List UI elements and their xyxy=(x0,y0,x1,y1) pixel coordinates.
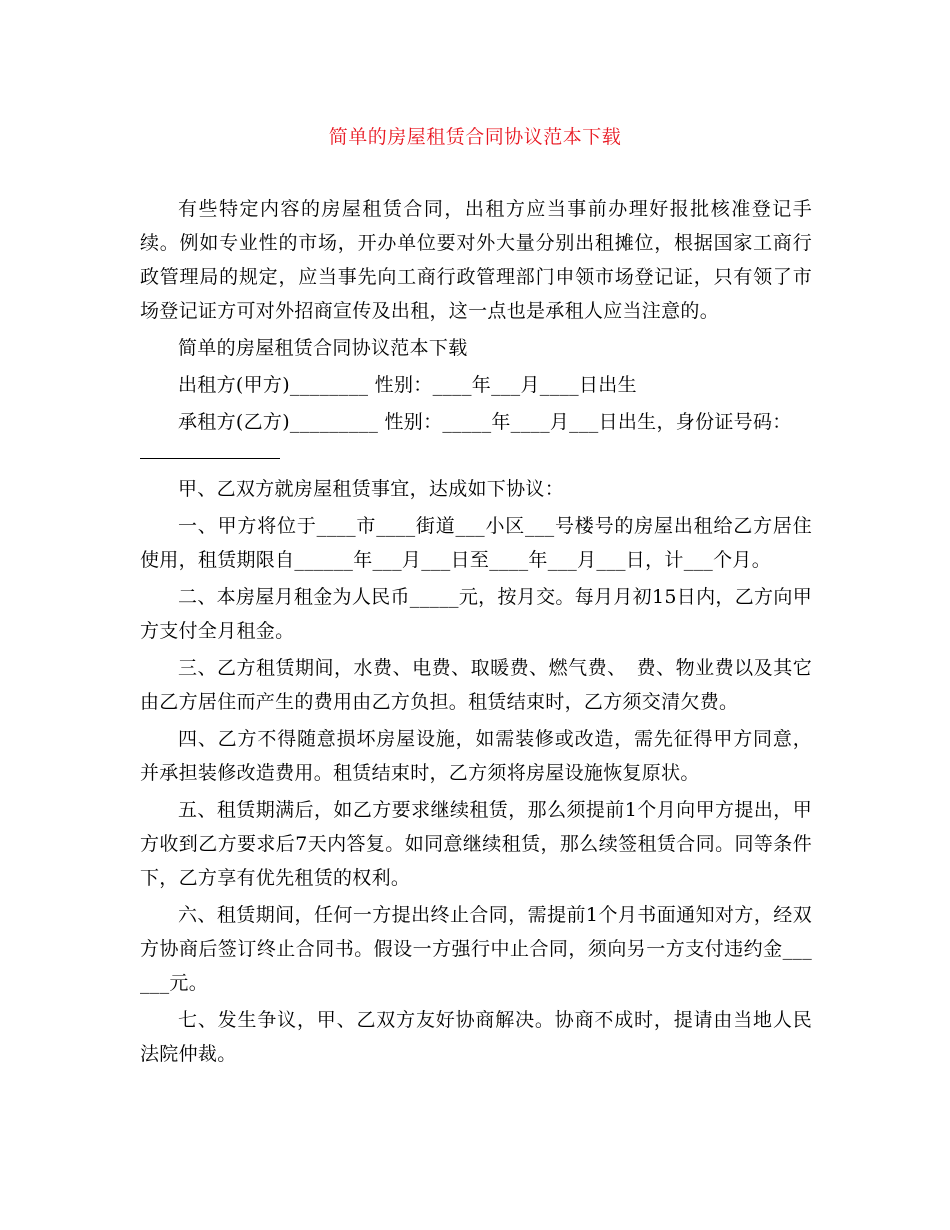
clause-7: 七、发生争议，甲、乙双方友好协商解决。协商不成时，提请由当地人民法院仲裁。 xyxy=(140,1009,812,1065)
clause-6: 六、租赁期间，任何一方提出终止合同，需提前1个月书面通知对方，经双方协商后签订终止合同书。假设一方强行中止合同，须向另一方支付违约金______元。 xyxy=(140,904,812,994)
clause-4: 四、乙方不得随意损坏房屋设施，如需装修或改造，需先征得甲方同意，并承担装修改造费用。租赁结束时，乙方须将房屋设施恢复原状。 xyxy=(140,728,812,784)
lessee-line: 承租方(乙方)_________ 性别：_____年____月___日出生，身份证号码： xyxy=(178,411,792,433)
agreement-intro: 甲、乙双方就房屋租赁事宜，达成如下协议： xyxy=(178,478,565,500)
clause-5: 五、租赁期满后，如乙方要求继续租赁，那么须提前1个月向甲方提出，甲方收到乙方要求后7天内答复。如同意继续租赁，那么续签租赁合同。同等条件下，乙方享有优先租赁的权利。 xyxy=(140,799,812,889)
document-body xyxy=(140,192,812,1071)
clause-3: 三、乙方租赁期间，水费、电费、取暖费、燃气费、 费、物业费以及其它由乙方居住而产生的费用由乙方负担。租赁结束时，乙方须交清欠费。 xyxy=(140,657,812,713)
clause-1: 一、甲方将位于____市____街道___小区___号楼号的房屋出租给乙方居住使用，租赁期限自______年___月___日至____年___月___日，计___个月。 xyxy=(140,515,812,571)
subtitle-line: 简单的房屋租赁合同协议范本下载 xyxy=(178,337,468,359)
lessor-line: 出租方(甲方)________ 性别：____年___月____日出生 xyxy=(178,374,637,396)
id-number-blank-line xyxy=(140,458,280,459)
intro-paragraph: 有些特定内容的房屋租赁合同，出租方应当事前办理好报批核准登记手续。例如专业性的市场，开办单位要对外大量分别出租摊位，根据国家工商行政管理局的规定，应当事先向工商行政管理部门申领市场登记证，只有领了市场登记证方可对外招商宣传及出租，这一点也是承租人应当注意的。 xyxy=(140,198,812,322)
document-title: 简单的房屋租赁合同协议范本下载 xyxy=(328,126,622,148)
clause-2: 二、本房屋月租金为人民币_____元，按月交。每月月初15日内，乙方向甲方支付全月租金。 xyxy=(140,586,812,642)
